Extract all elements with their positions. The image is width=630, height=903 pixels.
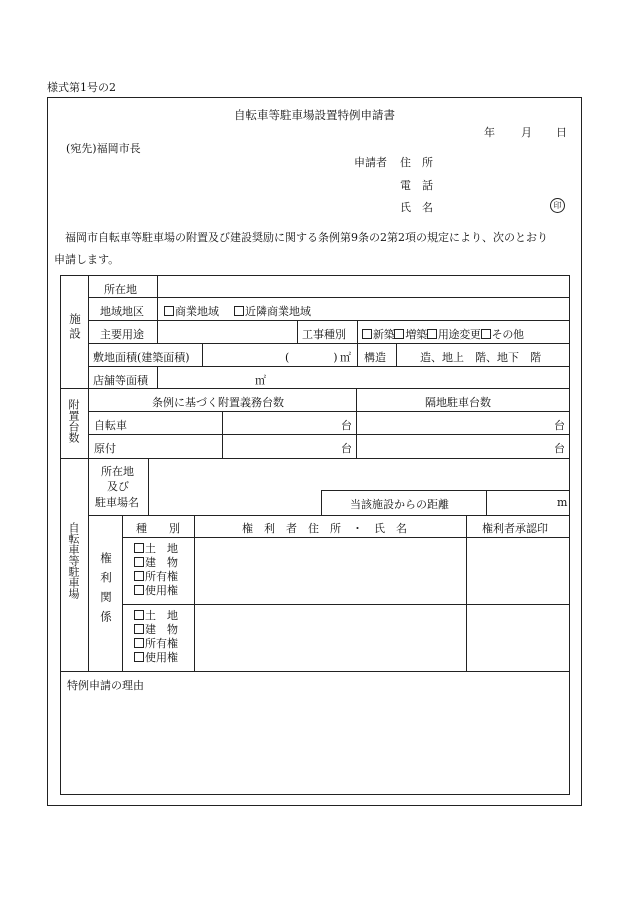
work-option-new[interactable]: 新築 bbox=[362, 328, 394, 341]
checkbox-icon[interactable] bbox=[164, 306, 174, 316]
type-option-building[interactable]: 建 物 bbox=[134, 556, 178, 570]
structure-value[interactable]: 造、地上 階、地下 階 bbox=[420, 351, 541, 364]
reason-field[interactable] bbox=[61, 692, 568, 792]
checkbox-icon[interactable] bbox=[427, 329, 437, 339]
addressee: (宛先)福岡市長 bbox=[66, 142, 141, 155]
checkbox-icon[interactable] bbox=[481, 329, 491, 339]
distance-unit: m bbox=[557, 496, 568, 509]
bicycle-required-unit: 台 bbox=[341, 419, 352, 432]
parking-location-label-1: 所在地 bbox=[101, 465, 134, 478]
rights-type-list-2 bbox=[134, 609, 178, 665]
structure-label: 構造 bbox=[364, 351, 386, 364]
type-option-usage-right[interactable]: 使用権 bbox=[134, 651, 178, 665]
applicant-address-label: 住 所 bbox=[400, 156, 433, 169]
shop-area-label: 店舗等面積 bbox=[93, 374, 148, 387]
work-type-options bbox=[362, 326, 524, 342]
checkbox-icon[interactable] bbox=[234, 306, 244, 316]
rights-holder-field-2[interactable] bbox=[195, 605, 465, 670]
checkbox-icon[interactable] bbox=[134, 571, 144, 581]
checkbox-icon[interactable] bbox=[134, 638, 144, 648]
shop-area-unit: ㎡ bbox=[255, 374, 266, 387]
checkbox-icon[interactable] bbox=[134, 652, 144, 662]
required-count-header: 条例に基づく附置義務台数 bbox=[152, 396, 284, 409]
rights-type-list-1 bbox=[134, 542, 178, 598]
rights-label: 権利関係 bbox=[99, 552, 113, 630]
date-year: 年 bbox=[484, 126, 495, 139]
date-day: 日 bbox=[556, 126, 567, 139]
parking-location-label-3: 駐車場名 bbox=[95, 496, 139, 509]
work-option-extension[interactable]: 増築 bbox=[394, 328, 426, 341]
seal-mark-icon: 印 bbox=[550, 198, 565, 213]
bicycle-remote-unit: 台 bbox=[554, 419, 565, 432]
location-field[interactable] bbox=[158, 276, 569, 297]
checkbox-icon[interactable] bbox=[134, 585, 144, 595]
zone-option-neighborhood-commercial[interactable]: 近隣商業地域 bbox=[234, 303, 311, 319]
facility-section-label: 施設 bbox=[68, 313, 82, 342]
site-area-label: 敷地面積(建築面積) bbox=[93, 351, 190, 364]
type-option-ownership[interactable]: 所有権 bbox=[134, 570, 178, 584]
applicant-name-label: 氏 名 bbox=[400, 201, 433, 214]
moped-label: 原付 bbox=[94, 442, 116, 455]
checkbox-icon[interactable] bbox=[394, 329, 404, 339]
checkbox-icon[interactable] bbox=[134, 543, 144, 553]
zone-option-commercial[interactable]: 商業地域 bbox=[164, 303, 219, 319]
moped-required-unit: 台 bbox=[341, 442, 352, 455]
parking-count-section-label: 附置台数 bbox=[67, 399, 80, 443]
date-month: 月 bbox=[521, 126, 532, 139]
intro-text-line1: 福岡市自転車等駐車場の附置及び建設奨励に関する条例第9条の2第2項の規定により、次のとおり bbox=[65, 231, 548, 244]
applicant-phone-label: 電 話 bbox=[400, 179, 433, 192]
work-type-label: 工事種別 bbox=[302, 328, 346, 341]
work-option-other[interactable]: その他 bbox=[481, 328, 524, 341]
checkbox-icon[interactable] bbox=[134, 557, 144, 567]
bicycle-parking-section-label: 自転車等駐車場 bbox=[67, 522, 80, 599]
bicycle-label: 自転車 bbox=[94, 419, 127, 432]
moped-remote-unit: 台 bbox=[554, 442, 565, 455]
type-option-usage-right[interactable]: 使用権 bbox=[134, 584, 178, 598]
form-number: 様式第1号の2 bbox=[47, 81, 116, 94]
distance-label: 当該施設からの距離 bbox=[350, 498, 449, 511]
applicant-label: 申請者 bbox=[354, 156, 387, 169]
site-area-unit: ㎡ bbox=[340, 351, 351, 364]
remote-count-header: 隔地駐車台数 bbox=[425, 396, 491, 409]
parking-location-label-2: 及び bbox=[107, 480, 129, 493]
parking-location-field[interactable] bbox=[149, 459, 569, 489]
rights-holder-approval-header: 権利者承認印 bbox=[482, 522, 548, 535]
checkbox-icon[interactable] bbox=[134, 624, 144, 634]
type-option-building[interactable]: 建 物 bbox=[134, 623, 178, 637]
location-label: 所在地 bbox=[104, 283, 137, 296]
type-option-ownership[interactable]: 所有権 bbox=[134, 637, 178, 651]
checkbox-icon[interactable] bbox=[134, 610, 144, 620]
form-title: 自転車等駐車場設置特例申請書 bbox=[234, 108, 395, 122]
work-option-change-use[interactable]: 用途変更 bbox=[427, 328, 481, 341]
checkbox-icon[interactable] bbox=[362, 329, 372, 339]
type-header: 種 別 bbox=[136, 522, 180, 535]
type-option-land[interactable]: 土 地 bbox=[134, 542, 178, 556]
zone-label: 地域地区 bbox=[100, 305, 144, 318]
intro-text-line2: 申請します。 bbox=[54, 253, 120, 266]
rights-holder-field-1[interactable] bbox=[195, 538, 465, 603]
main-use-label: 主要用途 bbox=[100, 328, 144, 341]
type-option-land[interactable]: 土 地 bbox=[134, 609, 178, 623]
site-area-paren[interactable]: ( ) bbox=[285, 351, 338, 364]
rights-holder-header: 権 利 者 住 所 ・ 氏 名 bbox=[242, 522, 407, 535]
main-use-field[interactable] bbox=[158, 321, 296, 342]
reason-label: 特例申請の理由 bbox=[67, 679, 144, 692]
